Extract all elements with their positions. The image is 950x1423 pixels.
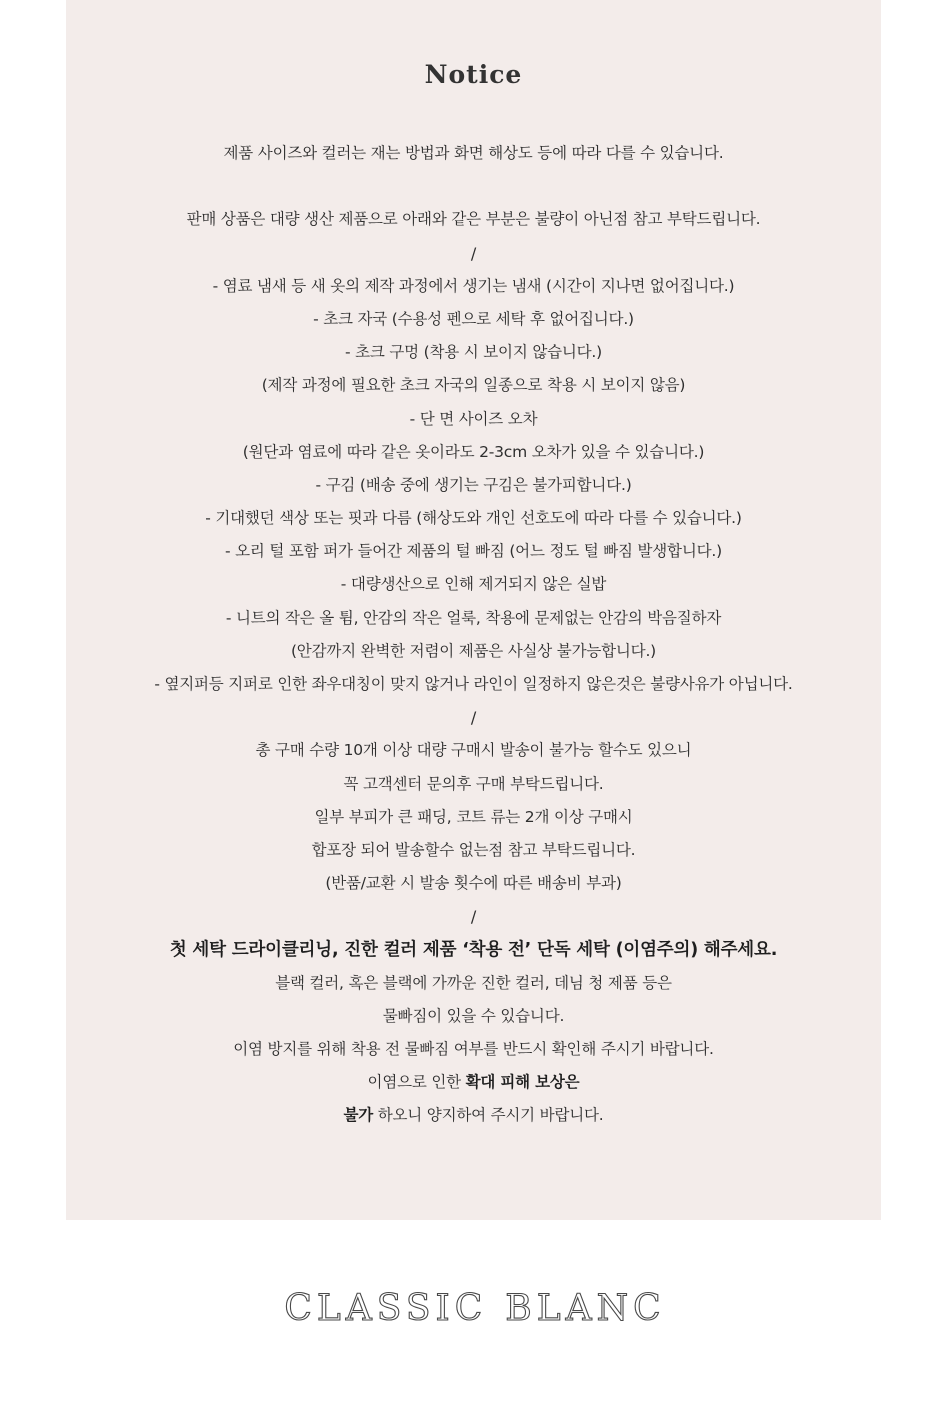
notice-line-chalk-note: (제작 과정에 필요한 초크 자국의 일종으로 착용 시 보이지 않음) (261, 376, 686, 395)
notice-lines (66, 137, 881, 1133)
notice-line-bulky-items-note: 합포장 되어 발송할수 없는점 참고 부탁드립니다. (311, 840, 636, 859)
notice-line-fur-shedding: - 오리 털 포함 퍼가 들어간 제품의 털 빠짐 (어느 정도 털 빠짐 발생합니다.) (225, 542, 722, 561)
notice-line-size-color: 제품 사이즈와 컬러는 재는 방법과 화면 해상도 등에 따라 다를 수 있습니다. (223, 144, 724, 162)
notice-line-bulk-order-contact: 꼭 고객센터 문의후 구매 부탁드립니다. (343, 774, 604, 793)
notice-line-knit-lining: - 니트의 작은 올 튐, 안감의 작은 얼룩, 착용에 문제없는 안감의 박음질하자 (225, 608, 722, 627)
final-bold: 불가 (343, 1106, 374, 1125)
notice-line-shipping-fee: (반품/교환 시 발송 횟수에 따른 배송비 부과) (325, 874, 622, 893)
notice-line-zipper: - 옆지퍼등 지퍼로 인한 좌우대칭이 맞지 않거나 라인이 일정하지 않은것은 불량사유가 아닙니다. (154, 675, 793, 693)
notice-line-chalk-hole: - 초크 구멍 (착용 시 보이지 않습니다.) (345, 343, 602, 362)
notice-line-bulky-items: 일부 부피가 큰 패딩, 코트 류는 2개 이상 구매시 (314, 807, 633, 826)
notice-line-bleed-check: 이염 방지를 위해 착용 전 물빠짐 여부를 반드시 확인해 주시기 바랍니다. (233, 1040, 714, 1059)
notice-wash-heading: 첫 세탁 드라이클리닝, 진한 컬러 제품 ‘착용 전’ 단독 세탁 (이염주의) 해주세요. (169, 939, 778, 960)
notice-panel (66, 0, 881, 1220)
notice-line-dye-smell: - 염료 냄새 등 새 옷의 제작 과정에서 생기는 냄새 (시간이 지나면 없어집니다.) (212, 276, 735, 295)
final-rest: 하오니 양지하여 주시기 바랍니다. (373, 1106, 604, 1125)
notice-separator: / (470, 243, 477, 263)
notice-line-size-variance: - 단 면 사이즈 오차 (409, 409, 538, 428)
notice-line-threads: - 대량생산으로 인해 제거되지 않은 실밥 (340, 575, 607, 594)
damage-bold: 확대 피해 보상은 (465, 1073, 580, 1092)
notice-separator: / (470, 708, 477, 728)
notice-line-dark-colors: 블랙 컬러, 혹은 블랙에 가까운 진한 컬러, 데님 청 제품 등은 (275, 973, 672, 992)
notice-line-wrinkles: - 구김 (배송 중에 생기는 구김은 불가피합니다.) (315, 475, 632, 494)
notice-line-bulk-order: 총 구매 수량 10개 이상 대량 구매시 발송이 불가능 할수도 있으니 (255, 741, 692, 760)
notice-line-mass-production: 판매 상품은 대량 생산 제품으로 아래와 같은 부분은 불량이 아닌점 참고 부탁드립니다. (186, 210, 761, 229)
notice-line-color-fit: - 기대했던 색상 또는 핏과 다름 (해상도와 개인 선호도에 따라 다를 수 있습니다.) (205, 509, 742, 528)
brand-logo (0, 1288, 950, 1329)
brand-logo-word-1: CLASSIC (284, 1288, 488, 1329)
damage-prefix: 이염으로 인한 (367, 1073, 466, 1092)
notice-line-damage (66, 1066, 881, 1099)
notice-line-lining-note: (안감까지 완벽한 저렴이 제품은 사실상 불가능합니다.) (290, 641, 657, 660)
notice-line-chalk-mark: - 초크 자국 (수용성 펜으로 세탁 후 없어집니다.) (313, 309, 634, 328)
notice-line-color-bleed: 물빠짐이 있을 수 있습니다. (382, 1006, 565, 1025)
notice-separator: / (470, 907, 477, 927)
notice-line-final (66, 1099, 881, 1132)
notice-spacer (66, 170, 881, 203)
notice-title: Notice (424, 60, 523, 89)
notice-line-size-note: (원단과 염료에 따라 같은 옷이라도 2-3cm 오차가 있을 수 있습니다.) (242, 442, 705, 461)
brand-logo-word-2: BLANC (505, 1288, 666, 1329)
